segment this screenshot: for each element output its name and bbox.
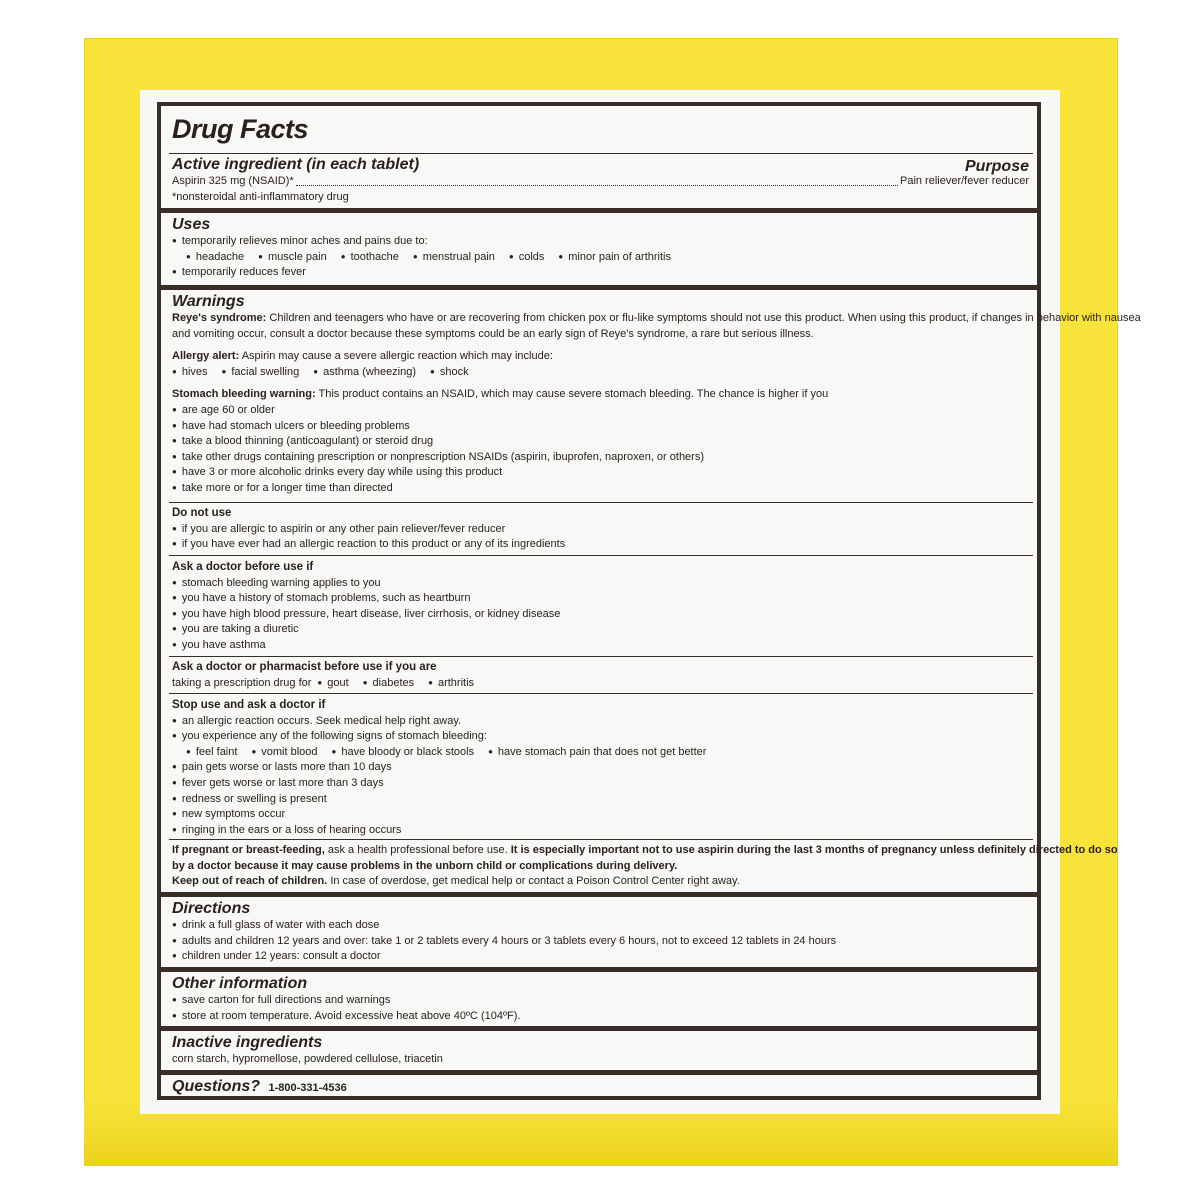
stop-use-heading: Stop use and ask a doctor if	[172, 699, 326, 711]
questions-section	[161, 1078, 1037, 1097]
stomach-item: ● take a blood thinning (anticoagulant) or steroid drug	[172, 434, 1029, 450]
stop-use-item: ● an allergic reaction occurs. Seek medical help right away.	[172, 714, 1029, 730]
divider	[169, 555, 1033, 556]
stop-use-section	[161, 698, 1037, 838]
stop-use-item: ● redness or swelling is present	[172, 792, 1029, 808]
direction-item: ● children under 12 years: consult a doctor	[172, 949, 1029, 965]
use-item: ● muscle pain	[258, 250, 327, 266]
condition-item: ● gout	[317, 676, 348, 692]
use-item: ● minor pain of arthritis	[558, 250, 671, 266]
purpose-heading: Purpose	[964, 158, 1029, 175]
ask-pharmacist-section	[161, 660, 1037, 691]
direction-item: ● adults and children 12 years and over: take 1 or 2 tablets every 4 hours or 3 tablets every 6 hours, not to exceed 12 tablets in 24 hours	[172, 934, 1029, 950]
section-rule	[161, 892, 1037, 897]
stomach-item: ● take more or for a longer time than directed	[172, 481, 1029, 497]
ask-doctor-item: ● you have a history of stomach problems, such as heartburn	[172, 591, 1029, 607]
divider	[169, 153, 1033, 154]
other-info-item: ● store at room temperature. Avoid excessive heat above 40ºC (104ºF).	[172, 1009, 1029, 1025]
inactive-section	[161, 1034, 1037, 1068]
stop-use-item: ● ringing in the ears or a loss of hearing occurs	[172, 823, 1029, 839]
other-info-heading: Other information	[172, 975, 308, 992]
drug-facts-title: Drug Facts	[172, 114, 309, 144]
allergy-item: ● facial swelling	[222, 365, 300, 381]
allergy-item: ● asthma (wheezing)	[313, 365, 416, 381]
section-rule	[161, 208, 1037, 213]
warnings-section	[161, 293, 1141, 497]
divider	[169, 656, 1033, 657]
do-not-use-section	[161, 506, 1037, 553]
phone-number: 1-800-331-4536	[268, 1082, 347, 1094]
uses-section	[161, 216, 1037, 281]
inactive-text: corn starch, hypromellose, powdered cellulose, triacetin	[172, 1053, 443, 1065]
section-rule	[161, 967, 1037, 972]
active-ingredient-section	[161, 156, 1037, 205]
ask-doctor-item: ● you have high blood pressure, heart disease, liver cirrhosis, or kidney disease	[172, 607, 1029, 623]
inactive-heading: Inactive ingredients	[172, 1034, 323, 1051]
section-rule	[161, 285, 1037, 290]
use-item: ● menstrual pain	[413, 250, 495, 266]
condition-item: ● arthritis	[428, 676, 474, 692]
stomach-item: ● are age 60 or older	[172, 403, 1029, 419]
leader-dots	[296, 174, 898, 186]
section-rule	[161, 1026, 1037, 1031]
allergy-text: Aspirin may cause a severe allergic reaction which may include:	[241, 350, 553, 363]
ask-doctor-item: ● stomach bleeding warning applies to you	[172, 576, 1029, 592]
divider	[169, 502, 1033, 503]
other-info-section	[161, 975, 1037, 1024]
stop-use-item: ● you experience any of the following signs of stomach bleeding:	[172, 729, 1029, 745]
allergy-label: Allergy alert:	[172, 350, 240, 363]
use-item: ● colds	[509, 250, 545, 266]
directions-heading: Directions	[172, 900, 251, 917]
ask-doctor-item: ● you are taking a diuretic	[172, 622, 1029, 638]
stop-use-item: ● pain gets worse or lasts more than 10 days	[172, 760, 1029, 776]
pregnancy-bold-cont: by a doctor because it may cause problems in the unborn child or complications during delivery.	[172, 859, 678, 872]
keep-out-text: In case of overdose, get medical help or contact a Poison Control Center right away.	[330, 875, 740, 888]
stomach-item: ● take other drugs containing prescription or nonprescription NSAIDs (aspirin, ibuprofen, naproxen, or others)	[172, 450, 1029, 466]
reye-text: Children and teenagers who have or are recovering from chicken pox or flu-like symptoms should not use this product. When using this product, if changes in behavior with nausea	[269, 312, 1141, 324]
do-not-use-item: ● if you are allergic to aspirin or any other pain reliever/fever reducer	[172, 522, 1029, 538]
section-rule	[161, 1070, 1037, 1075]
stop-use-item: ● fever gets worse or last more than 3 days	[172, 776, 1029, 792]
bleeding-sign: ● vomit blood	[251, 745, 317, 761]
bleeding-sign: ● feel faint	[186, 745, 237, 761]
stomach-label: Stomach bleeding warning:	[172, 388, 316, 401]
ask-doctor-heading: Ask a doctor before use if	[172, 561, 314, 573]
drug-facts-box	[157, 102, 1141, 1100]
pregnancy-text: ask a health professional before use.	[327, 844, 508, 856]
divider	[169, 693, 1033, 694]
direction-item: ● drink a full glass of water with each dose	[172, 918, 1029, 934]
other-info-item: ● save carton for full directions and warnings	[172, 993, 1029, 1009]
reye-text-cont: and vomiting occur, consult a doctor because these symptoms could be an early sign of Reye's syndrome, a rare but serious illness.	[172, 327, 814, 340]
ask-pharmacist-intro: taking a prescription drug for	[172, 676, 312, 689]
title-section	[161, 114, 1037, 144]
do-not-use-item: ● if you have ever had an allergic reaction to this product or any of its ingredients	[172, 537, 1029, 553]
ask-doctor-item: ● you have asthma	[172, 638, 1029, 654]
pregnancy-bold: It is especially important not to use aspirin during the last 3 months of pregnancy unless definitely directed to do so	[510, 844, 1118, 856]
purpose: Pain reliever/fever reducer	[899, 175, 1029, 187]
active-ingredient-heading: Active ingredient (in each tablet)	[172, 156, 420, 173]
bleeding-sign: ● have stomach pain that does not get better	[488, 745, 706, 761]
questions-heading: Questions?	[172, 1078, 261, 1095]
allergy-item: ● hives	[172, 365, 208, 381]
footnote: *nonsteroidal anti-inflammatory drug	[172, 190, 349, 203]
use-item: ● toothache	[341, 250, 399, 266]
ask-doctor-section	[161, 560, 1037, 654]
directions-section	[161, 900, 1037, 965]
pregnancy-label: If pregnant or breast-feeding,	[172, 844, 325, 856]
active-ingredient: Aspirin 325 mg (NSAID)*	[172, 175, 294, 187]
stomach-text: This product contains an NSAID, which may cause severe stomach bleeding. The chance is higher if you	[318, 388, 829, 401]
stomach-item: ● have had stomach ulcers or bleeding problems	[172, 419, 1029, 435]
uses-last: ● temporarily reduces fever	[172, 265, 1029, 281]
allergy-item: ● shock	[430, 365, 469, 381]
divider	[169, 839, 1033, 840]
stomach-item: ● have 3 or more alcoholic drinks every day while using this product	[172, 465, 1029, 481]
ask-pharmacist-heading: Ask a doctor or pharmacist before use if you are	[172, 661, 437, 673]
keep-out-label: Keep out of reach of children.	[172, 875, 328, 888]
do-not-use-heading: Do not use	[172, 507, 232, 519]
uses-intro: ● temporarily relieves minor aches and pains due to:	[172, 234, 1029, 250]
bleeding-sign: ● have bloody or black stools	[332, 745, 475, 761]
warnings-heading: Warnings	[172, 293, 245, 310]
uses-heading: Uses	[172, 216, 211, 233]
reye-label: Reye's syndrome:	[172, 312, 267, 324]
condition-item: ● diabetes	[363, 676, 414, 692]
pregnancy-section	[161, 843, 1118, 890]
use-item: ● headache	[186, 250, 244, 266]
stop-use-item: ● new symptoms occur	[172, 807, 1029, 823]
